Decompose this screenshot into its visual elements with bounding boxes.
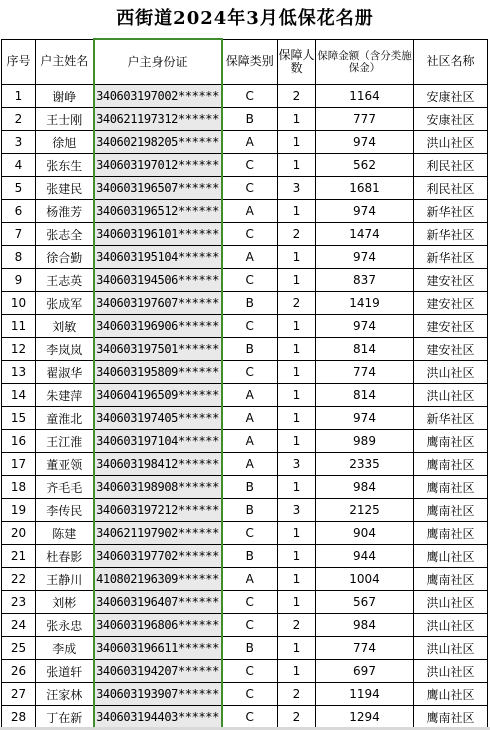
cell-people: 1 — [278, 476, 316, 499]
table-row — [2, 292, 488, 315]
cell-amount: 974 — [316, 246, 414, 269]
table-row — [2, 545, 488, 568]
cell-id: 340603197607****** — [94, 292, 222, 315]
cell-id: 340603197501****** — [94, 338, 222, 361]
cell-people: 1 — [278, 407, 316, 430]
cell-id: 410802196309****** — [94, 568, 222, 591]
cell-community: 鹰山社区 — [414, 545, 488, 568]
cell-name: 谢峥 — [36, 85, 94, 108]
table-row — [2, 568, 488, 591]
cell-seq: 15 — [2, 407, 36, 430]
cell-seq: 9 — [2, 269, 36, 292]
cell-id: 340604196509****** — [94, 384, 222, 407]
cell-name: 刘敏 — [36, 315, 94, 338]
cell-id: 340603197002****** — [94, 85, 222, 108]
cell-id: 340603197104****** — [94, 430, 222, 453]
cell-type: B — [222, 108, 278, 131]
cell-id: 340621197902****** — [94, 522, 222, 545]
cell-name: 汪家林 — [36, 683, 94, 706]
cell-name: 杜春影 — [36, 545, 94, 568]
cell-community: 新华社区 — [414, 200, 488, 223]
cell-id: 340603194207****** — [94, 660, 222, 683]
cell-name: 李岚岚 — [36, 338, 94, 361]
cell-name: 张东生 — [36, 154, 94, 177]
cell-name: 杨淮芳 — [36, 200, 94, 223]
cell-type: C — [222, 683, 278, 706]
cell-amount: 777 — [316, 108, 414, 131]
cell-type: C — [222, 269, 278, 292]
cell-id: 340603193907****** — [94, 683, 222, 706]
cell-name: 张建民 — [36, 177, 94, 200]
header-row — [2, 39, 488, 85]
cell-seq: 10 — [2, 292, 36, 315]
cell-people: 1 — [278, 522, 316, 545]
cell-people: 2 — [278, 292, 316, 315]
cell-people: 1 — [278, 384, 316, 407]
cell-type: C — [222, 154, 278, 177]
cell-type: B — [222, 292, 278, 315]
cell-seq: 26 — [2, 660, 36, 683]
cell-type: A — [222, 568, 278, 591]
cell-amount: 1164 — [316, 85, 414, 108]
cell-seq: 6 — [2, 200, 36, 223]
cell-community: 洪山社区 — [414, 131, 488, 154]
cell-amount: 567 — [316, 591, 414, 614]
cell-community: 利民社区 — [414, 177, 488, 200]
cell-people: 1 — [278, 660, 316, 683]
cell-seq: 22 — [2, 568, 36, 591]
table-row — [2, 706, 488, 729]
cell-seq: 4 — [2, 154, 36, 177]
cell-community: 利民社区 — [414, 154, 488, 177]
cell-type: A — [222, 246, 278, 269]
table-row — [2, 591, 488, 614]
cell-seq: 11 — [2, 315, 36, 338]
cell-type: B — [222, 545, 278, 568]
cell-name: 王志英 — [36, 269, 94, 292]
table-row — [2, 85, 488, 108]
cell-community: 洪山社区 — [414, 591, 488, 614]
cell-id: 340603197212****** — [94, 499, 222, 522]
cell-community: 鹰南社区 — [414, 430, 488, 453]
cell-name: 徐合勤 — [36, 246, 94, 269]
cell-name: 王静川 — [36, 568, 94, 591]
cell-people: 2 — [278, 223, 316, 246]
cell-amount: 2125 — [316, 499, 414, 522]
cell-amount: 974 — [316, 315, 414, 338]
cell-people: 3 — [278, 453, 316, 476]
cell-type: C — [222, 315, 278, 338]
cell-type: B — [222, 637, 278, 660]
table-row — [2, 522, 488, 545]
cell-name: 张志全 — [36, 223, 94, 246]
cell-community: 鹰山社区 — [414, 683, 488, 706]
cell-people: 2 — [278, 85, 316, 108]
cell-community: 洪山社区 — [414, 384, 488, 407]
cell-id: 340603196507****** — [94, 177, 222, 200]
cell-community: 新华社区 — [414, 407, 488, 430]
cell-amount: 974 — [316, 200, 414, 223]
cell-seq: 13 — [2, 361, 36, 384]
cell-amount: 1681 — [316, 177, 414, 200]
cell-id: 340603196806****** — [94, 614, 222, 637]
cell-name: 李成 — [36, 637, 94, 660]
cell-name: 刘彬 — [36, 591, 94, 614]
header-seq: 序号 — [2, 39, 36, 85]
cell-id: 340603198908****** — [94, 476, 222, 499]
cell-type: A — [222, 430, 278, 453]
table-row — [2, 683, 488, 706]
table-row — [2, 476, 488, 499]
cell-people: 1 — [278, 246, 316, 269]
cell-community: 新华社区 — [414, 246, 488, 269]
table-row — [2, 269, 488, 292]
cell-community: 洪山社区 — [414, 637, 488, 660]
cell-name: 童淮北 — [36, 407, 94, 430]
cell-name: 王江淮 — [36, 430, 94, 453]
cell-type: C — [222, 660, 278, 683]
table-row — [2, 315, 488, 338]
cell-type: A — [222, 200, 278, 223]
cell-type: C — [222, 177, 278, 200]
cell-seq: 21 — [2, 545, 36, 568]
table-row — [2, 637, 488, 660]
cell-seq: 19 — [2, 499, 36, 522]
cell-amount: 837 — [316, 269, 414, 292]
cell-seq: 1 — [2, 85, 36, 108]
cell-name: 陈建 — [36, 522, 94, 545]
cell-amount: 984 — [316, 476, 414, 499]
cell-name: 王士刚 — [36, 108, 94, 131]
table-row — [2, 660, 488, 683]
cell-seq: 2 — [2, 108, 36, 131]
cell-name: 齐毛毛 — [36, 476, 94, 499]
table-row — [2, 453, 488, 476]
cell-community: 新华社区 — [414, 223, 488, 246]
cell-seq: 7 — [2, 223, 36, 246]
cell-amount: 774 — [316, 637, 414, 660]
cell-amount: 2335 — [316, 453, 414, 476]
cell-amount: 697 — [316, 660, 414, 683]
cell-seq: 27 — [2, 683, 36, 706]
cell-amount: 814 — [316, 384, 414, 407]
roster-table — [1, 38, 488, 729]
table-row — [2, 499, 488, 522]
cell-seq: 24 — [2, 614, 36, 637]
cell-amount: 974 — [316, 131, 414, 154]
cell-type: C — [222, 361, 278, 384]
cell-people: 1 — [278, 637, 316, 660]
cell-community: 洪山社区 — [414, 614, 488, 637]
cell-community: 安康社区 — [414, 108, 488, 131]
cell-seq: 20 — [2, 522, 36, 545]
cell-type: C — [222, 85, 278, 108]
cell-id: 340603196512****** — [94, 200, 222, 223]
cell-id: 340603197405****** — [94, 407, 222, 430]
roster-body — [2, 85, 488, 729]
cell-id: 340603194506****** — [94, 269, 222, 292]
cell-seq: 12 — [2, 338, 36, 361]
cell-type: B — [222, 338, 278, 361]
cell-seq: 8 — [2, 246, 36, 269]
cell-name: 董亚领 — [36, 453, 94, 476]
cell-community: 建安社区 — [414, 269, 488, 292]
cell-name: 徐旭 — [36, 131, 94, 154]
header-people: 保障人数 — [278, 39, 316, 85]
cell-amount: 944 — [316, 545, 414, 568]
cell-people: 3 — [278, 499, 316, 522]
cell-type: C — [222, 706, 278, 729]
cell-people: 3 — [278, 177, 316, 200]
cell-people: 2 — [278, 614, 316, 637]
cell-amount: 989 — [316, 430, 414, 453]
cell-id: 340603196101****** — [94, 223, 222, 246]
cell-type: C — [222, 614, 278, 637]
cell-seq: 25 — [2, 637, 36, 660]
cell-people: 1 — [278, 108, 316, 131]
cell-community: 洪山社区 — [414, 361, 488, 384]
header-amount: 保障金额（含分类施保金） — [316, 39, 414, 85]
cell-people: 1 — [278, 154, 316, 177]
cell-community: 鹰南社区 — [414, 522, 488, 545]
cell-type: B — [222, 476, 278, 499]
cell-community: 鹰南社区 — [414, 499, 488, 522]
cell-id: 340603194403****** — [94, 706, 222, 729]
cell-community: 安康社区 — [414, 85, 488, 108]
cell-people: 2 — [278, 683, 316, 706]
cell-seq: 28 — [2, 706, 36, 729]
cell-people: 1 — [278, 338, 316, 361]
cell-seq: 18 — [2, 476, 36, 499]
cell-name: 丁在新 — [36, 706, 94, 729]
cell-type: C — [222, 223, 278, 246]
cell-type: C — [222, 591, 278, 614]
table-row — [2, 430, 488, 453]
table-row — [2, 246, 488, 269]
cell-amount: 562 — [316, 154, 414, 177]
cell-community: 建安社区 — [414, 292, 488, 315]
cell-community: 鹰南社区 — [414, 706, 488, 729]
cell-type: A — [222, 384, 278, 407]
cell-people: 1 — [278, 545, 316, 568]
cell-amount: 1194 — [316, 683, 414, 706]
table-row — [2, 200, 488, 223]
cell-people: 1 — [278, 430, 316, 453]
cell-amount: 1294 — [316, 706, 414, 729]
cell-type: A — [222, 131, 278, 154]
table-row — [2, 154, 488, 177]
cell-type: C — [222, 522, 278, 545]
table-row — [2, 361, 488, 384]
cell-id: 340603196407****** — [94, 591, 222, 614]
cell-amount: 984 — [316, 614, 414, 637]
cell-seq: 16 — [2, 430, 36, 453]
header-type: 保障类别 — [222, 39, 278, 85]
table-row — [2, 614, 488, 637]
cell-name: 李传民 — [36, 499, 94, 522]
cell-id: 340603195809****** — [94, 361, 222, 384]
cell-seq: 23 — [2, 591, 36, 614]
cell-seq: 17 — [2, 453, 36, 476]
cell-community: 洪山社区 — [414, 660, 488, 683]
cell-community: 鹰南社区 — [414, 568, 488, 591]
cell-community: 鹰南社区 — [414, 476, 488, 499]
cell-community: 建安社区 — [414, 338, 488, 361]
cell-type: A — [222, 407, 278, 430]
cell-community: 鹰南社区 — [414, 453, 488, 476]
table-row — [2, 407, 488, 430]
cell-community: 建安社区 — [414, 315, 488, 338]
header-community: 社区名称 — [414, 39, 488, 85]
cell-name: 张成军 — [36, 292, 94, 315]
cell-id: 340603195104****** — [94, 246, 222, 269]
cell-id: 340603197702****** — [94, 545, 222, 568]
cell-id: 340603197012****** — [94, 154, 222, 177]
table-row — [2, 223, 488, 246]
table-row — [2, 338, 488, 361]
header-id: 户主身份证 — [94, 39, 222, 85]
cell-people: 1 — [278, 361, 316, 384]
cell-name: 张永忠 — [36, 614, 94, 637]
cell-amount: 1419 — [316, 292, 414, 315]
cell-name: 朱建萍 — [36, 384, 94, 407]
cell-id: 340603196611****** — [94, 637, 222, 660]
table-row — [2, 384, 488, 407]
cell-people: 1 — [278, 200, 316, 223]
table-row — [2, 108, 488, 131]
page-title: 西街道2024年3月低保花名册 — [116, 8, 374, 29]
cell-people: 1 — [278, 131, 316, 154]
cell-id: 340621197312****** — [94, 108, 222, 131]
cell-seq: 14 — [2, 384, 36, 407]
cell-seq: 3 — [2, 131, 36, 154]
cell-amount: 974 — [316, 407, 414, 430]
table-row — [2, 131, 488, 154]
cell-people: 1 — [278, 591, 316, 614]
cell-type: B — [222, 499, 278, 522]
cell-amount: 1474 — [316, 223, 414, 246]
cell-id: 340603196906****** — [94, 315, 222, 338]
cell-id: 340602198205****** — [94, 131, 222, 154]
cell-id: 340603198412****** — [94, 453, 222, 476]
cell-type: A — [222, 453, 278, 476]
cell-amount: 1004 — [316, 568, 414, 591]
cell-name: 翟淑华 — [36, 361, 94, 384]
cell-amount: 774 — [316, 361, 414, 384]
cell-people: 1 — [278, 568, 316, 591]
cell-people: 2 — [278, 706, 316, 729]
cell-people: 1 — [278, 269, 316, 292]
cell-amount: 904 — [316, 522, 414, 545]
cell-amount: 814 — [316, 338, 414, 361]
table-row — [2, 177, 488, 200]
cell-seq: 5 — [2, 177, 36, 200]
header-name: 户主姓名 — [36, 39, 94, 85]
cell-name: 张道轩 — [36, 660, 94, 683]
cell-people: 1 — [278, 315, 316, 338]
